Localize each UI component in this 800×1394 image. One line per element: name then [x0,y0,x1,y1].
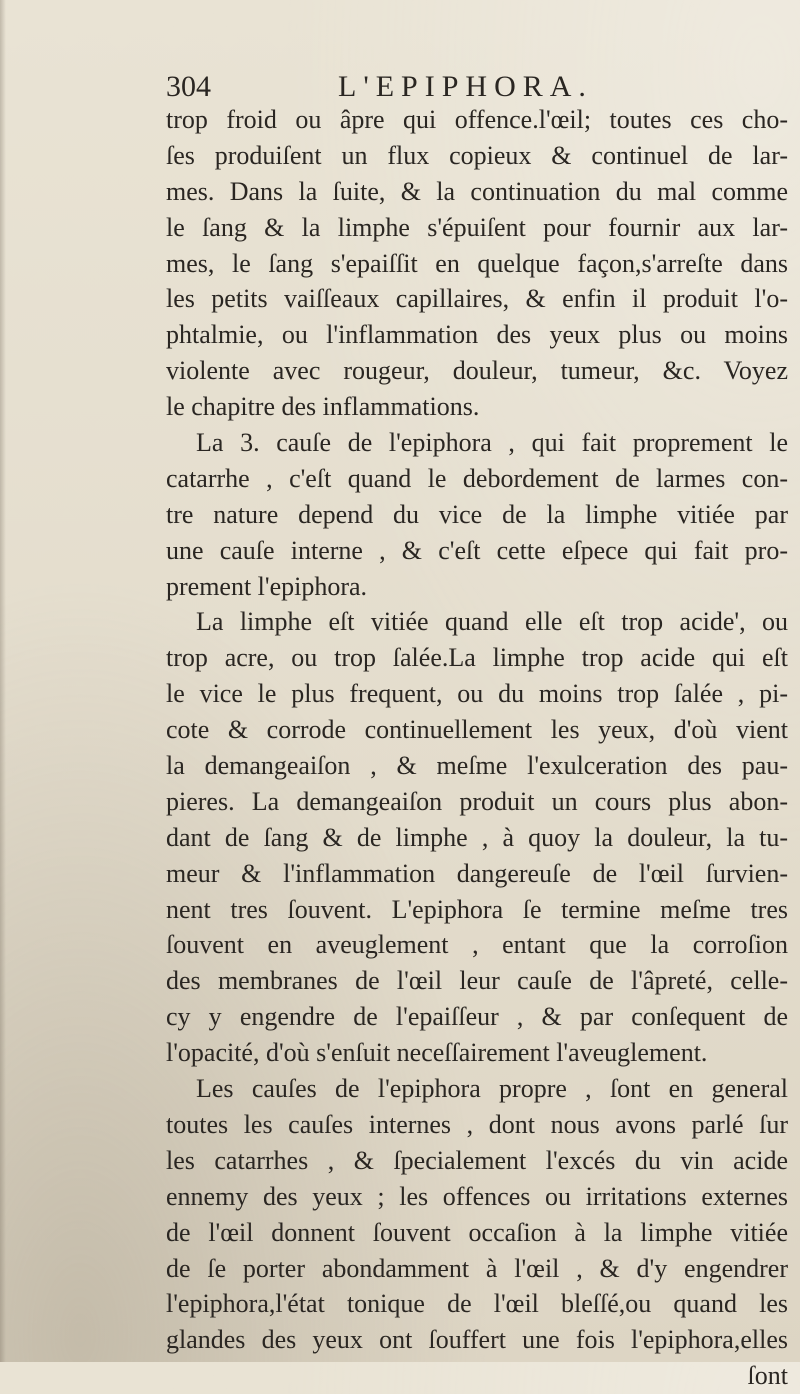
text-line: cy y engendre de l'epaiſſeur , & par conſequent de [166,1002,788,1032]
text-line: le chapitre des inflammations. [166,392,480,422]
catchword: ſont [747,1361,788,1391]
text-line: le vice le plus frequent, ou du moins trop ſalée , pi- [166,679,788,709]
text-line: Les cauſes de l'epiphora propre , ſont en general [196,1074,788,1104]
text-line: dant de ſang & de limphe , à quoy la douleur, la tu- [166,822,788,852]
text-line: meur & l'inflammation dangereuſe de l'œil ſurvien- [166,858,788,888]
text-line: catarrhe , c'eſt quand le debordement de larmes con- [166,463,788,493]
text-line: mes. Dans la ſuite, & la continuation du mal comme [166,176,788,206]
text-line: tre nature depend du vice de la limphe vitiée par [166,499,788,529]
text-line: trop acre, ou trop ſalée.La limphe trop acide qui eſt [166,643,788,673]
text-line: nent tres ſouvent. L'epiphora ſe termine meſme tres [166,894,788,924]
text-line: glandes des yeux ont ſouffert une fois l'epiphora,elles [166,1325,788,1355]
text-line: prement l'epiphora. [166,571,368,601]
text-line: phtalmie, ou l'inflammation des yeux plus ou moins [166,320,788,350]
running-head [166,70,636,104]
text-line: ennemy des yeux ; les offences ou irritations externes [166,1181,788,1211]
text-line: le ſang & la limphe s'épuiſent pour fournir aux lar- [166,212,788,242]
text-line: mes, le ſang s'epaiſſit en quelque façon,s'arreſte dans [166,248,788,278]
text-line: La limphe eſt vitiée quand elle eſt trop acide', ou [196,607,788,637]
running-head-title: L'EPIPHORA. [338,70,593,103]
text-line: l'epiphora,l'état tonique de l'œil bleſſé,ou quand les [166,1289,788,1319]
text-line: ſouvent en aveuglement , entant que la corroſion [166,930,788,960]
text-line: cote & corrode continuellement les yeux, d'où vient [166,715,788,745]
text-line: toutes les cauſes internes , dont nous avons parlé ſur [166,1109,788,1139]
body-text [166,102,788,1394]
text-line: violente avec rougeur, douleur, tumeur, &c. Voyez [166,356,788,386]
text-line: de l'œil donnent ſouvent occaſion à la limphe vitiée [166,1217,788,1247]
text-line: la demangeaiſon , & meſme l'exulceration des pau- [166,751,788,781]
text-line: pieres. La demangeaiſon produit un cours plus abon- [166,786,788,816]
text-line: La 3. cauſe de l'epiphora , qui fait proprement le [196,428,788,458]
text-line: les catarrhes , & ſpecialement l'excés du vin acide [166,1145,788,1175]
text-line: trop froid ou âpre qui offence.l'œil; toutes ces cho- [166,105,788,134]
page-edge-shadow [0,0,6,1362]
text-line: l'opacité, d'où s'enſuit neceſſairement l'aveuglement. [166,1038,708,1068]
page-number: 304 [166,70,211,103]
text-line: une cauſe interne , & c'eſt cette eſpece qui fait pro- [166,535,788,565]
text-line: les petits vaiſſeaux capillaires, & enfin il produit l'o- [166,284,788,314]
text-line: des membranes de l'œil leur cauſe de l'âpreté, celle- [166,966,788,996]
text-line: de ſe porter abondamment à l'œil , & d'y engendrer [166,1253,788,1283]
text-line: ſes produiſent un flux copieux & continuel de lar- [166,140,788,170]
